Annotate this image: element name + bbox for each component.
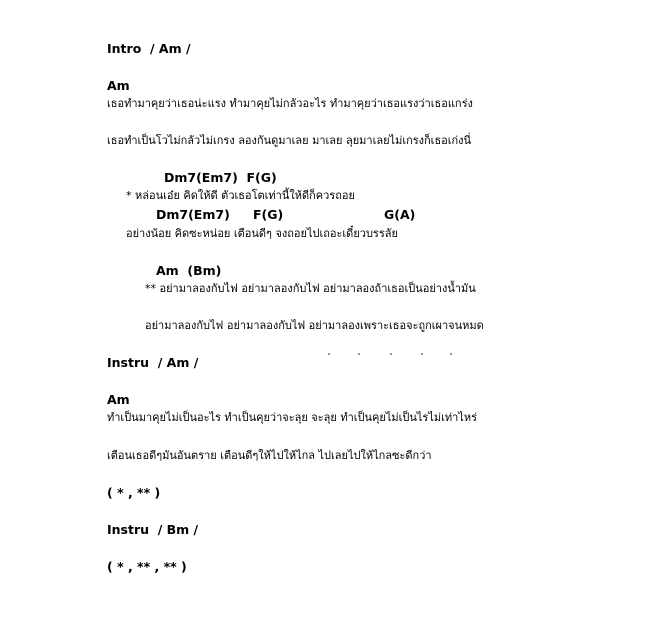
verse1-chord: Am [107, 78, 130, 93]
repeat-line-1: ( * , ** ) [107, 485, 161, 500]
instru-line-2: Instru / Bm / [107, 522, 199, 537]
chorus-lyric-2: อย่ามาลองกับไฟ อย่ามาลองกับไฟ อย่ามาลองเพราะเธอจะถูกเผาจนหมด [145, 319, 484, 332]
pre-chords-1: Dm7(Em7) F(G) [164, 170, 277, 185]
verse1-lyric-1: เธอทำมาคุยว่าเธอน่ะแรง ทำมาคุยไม่กลัวอะไร ทำมาคุยว่าเธอแรงว่าเธอแกร่ง [107, 97, 473, 110]
verse2-chord: Am [107, 392, 130, 407]
pre-chord-ga: G(A) [384, 207, 416, 222]
chorus-chord: Am (Bm) [156, 263, 222, 278]
scan-specks [328, 353, 453, 355]
verse2-lyric-1: ทำเป็นมาคุยไม่เป็นอะไร ทำเป็นคุยว่าจะลุย จะลุย ทำเป็นคุยไม่เป็นไรไม่เท่าไหร่ [107, 411, 477, 424]
repeat-line-2: ( * , ** , ** ) [107, 559, 187, 574]
verse2-lyric-2: เตือนเธอดีๆมันอันตราย เตือนดีๆให้ไปให้ไกล ไปเลยไปให้ไกลซะดีกว่า [107, 449, 432, 462]
pre-lyric-2: อย่างน้อย คิดซะหน่อย เตือนดีๆ จงถอยไปเถอะเดี๋ยวบรรลัย [126, 227, 398, 240]
verse1-lyric-2: เธอทำเป็นโวไม่กลัวไม่เกรง ลองกันดูมาเลย มาเลย ลุยมาเลยไม่เกรงก็เธอเก่งนี่ [107, 134, 472, 147]
intro-line: Intro / Am / [107, 41, 191, 56]
pre-chord-dm7: Dm7(Em7) [156, 207, 230, 222]
pre-chord-fg: F(G) [253, 207, 284, 222]
pre-lyric-1: * หล่อนเอ๋ย คิดให้ดี ตัวเธอโตเท่านี้ให้ดีก็ควรถอย [126, 189, 355, 202]
chorus-lyric-1: ** อย่ามาลองกับไฟ อย่ามาลองกับไฟ อย่ามาลองถ้าเธอเป็นอย่างน้ำมัน [145, 282, 476, 295]
instru-line-1: Instru / Am / [107, 355, 199, 370]
